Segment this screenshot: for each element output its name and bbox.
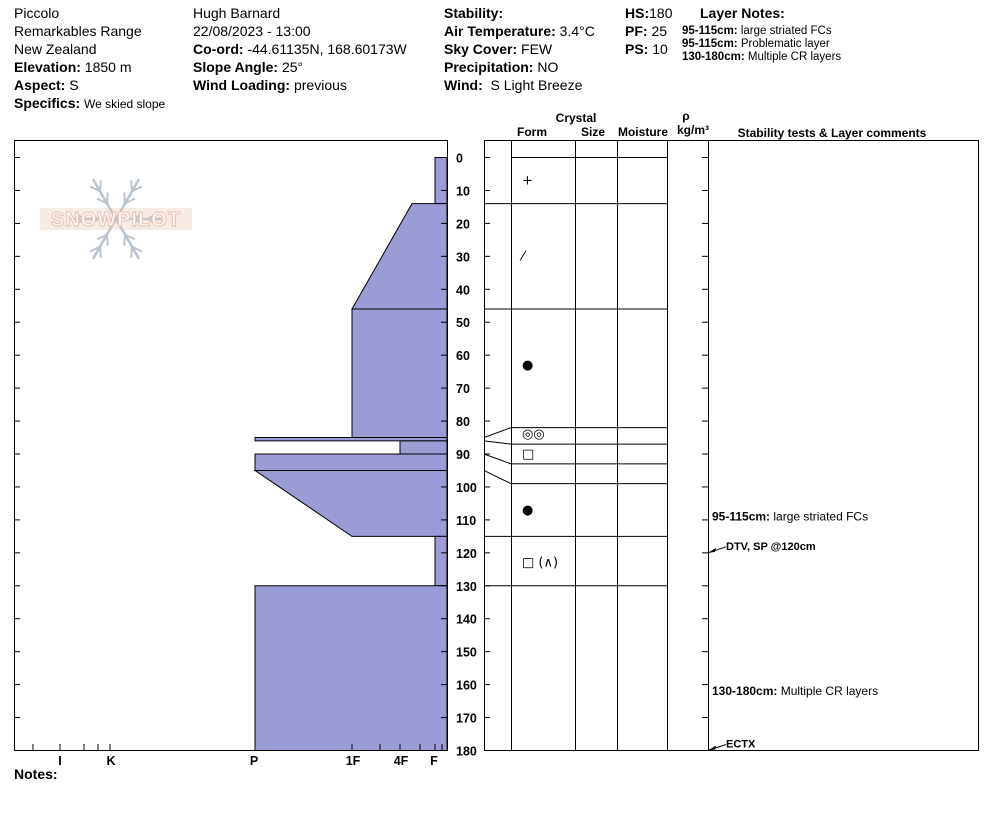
depth-label: 60 (456, 349, 470, 364)
depth-label: 10 (456, 184, 470, 199)
hardness-bar-7 (435, 536, 447, 585)
comment-arrowhead (708, 548, 716, 553)
comment-0 (712, 510, 868, 524)
layer-note-1-text: large striated FCs (740, 25, 832, 37)
hardness-bar-4 (400, 441, 447, 454)
column-comments: Stability tests & Layer comments (737, 126, 927, 140)
comment-range: 130-180cm: (712, 684, 781, 699)
comment-text: Multiple CR layers (780, 684, 879, 699)
column-moisture: Moisture (617, 125, 669, 139)
snowflake-branch (131, 180, 132, 191)
coord-label: Co-ord: (193, 41, 244, 57)
grain-form-6: □ (∧) (522, 555, 559, 571)
depth-label: 80 (456, 415, 470, 430)
aspect-value: S (69, 77, 79, 93)
column-density-unit: kg/m³ (676, 123, 710, 137)
comment-1: DTV, SP @120cm (726, 540, 816, 553)
aspect-label: Aspect: (14, 77, 66, 93)
depth-label: 50 (456, 316, 470, 331)
pf-label: PF: (625, 23, 648, 39)
specifics-value: We skied slope (84, 97, 166, 111)
depth-label: 20 (456, 217, 470, 232)
depth-label: 170 (456, 711, 477, 726)
hs-value: 180 (649, 5, 673, 21)
coord-value: -44.61135N, 168.60173W (247, 41, 407, 57)
snowflake-branch (124, 192, 125, 203)
snowpilot-logo (40, 179, 192, 259)
snowflake-branch (100, 180, 101, 191)
site-name: Piccolo (14, 5, 60, 21)
hardness-label-K: K (106, 754, 116, 768)
grain-form-1: ⁄ (522, 249, 525, 265)
column-crystal-title: Crystal (555, 111, 597, 125)
wind-loading-label: Wind Loading: (193, 77, 291, 93)
depth-label: 150 (456, 645, 477, 660)
hardness-bar-5 (255, 454, 447, 470)
column-rho: ρ (682, 109, 690, 123)
precip-label: Precipitation: (444, 59, 534, 75)
column-size: Size (580, 125, 606, 139)
date-time: 22/08/2023 - 13:00 (193, 23, 311, 39)
logo-text: SNOWPILOT (50, 209, 182, 231)
depth-label: 30 (456, 250, 470, 265)
column-form: Form (517, 125, 547, 139)
table-frame (485, 141, 979, 751)
ps-value: 10 (652, 41, 668, 57)
layer-notes-title-text: Layer Notes: (700, 5, 785, 21)
comment-3: ECTX (726, 738, 756, 751)
grain-form-0: + (522, 173, 533, 189)
snowflake-branch (100, 247, 101, 258)
layer-connector (484, 441, 511, 444)
grain-form-4: □ (522, 447, 535, 462)
wind-loading-value: previous (293, 77, 347, 93)
stability-label: Stability: (444, 5, 504, 21)
depth-label: 160 (456, 678, 477, 693)
sky-cover-value: FEW (521, 41, 553, 57)
depth-label: 180 (456, 744, 477, 759)
notes-label: Notes: (14, 766, 58, 782)
country-name: New Zealand (14, 41, 97, 57)
comment-arrowhead (708, 746, 716, 751)
layer-note-1-range: 95-115cm: (682, 25, 738, 37)
slope-label: Slope Angle: (193, 59, 279, 75)
depth-label: 70 (456, 382, 470, 397)
hs-label: HS: (625, 5, 650, 21)
hardness-bar-8 (255, 586, 447, 751)
observer-name: Hugh Barnard (193, 5, 281, 21)
hardness-bar-2 (352, 309, 447, 437)
layer-note-2-text: Problematic layer (740, 38, 830, 50)
range-name: Remarkables Range (14, 23, 142, 39)
air-temp-label: Air Temperature: (444, 23, 556, 39)
comment-range: 95-115cm: (712, 509, 774, 524)
grain-form-2: ● (522, 358, 534, 374)
layer-note-3-range: 130-180cm: (682, 51, 745, 63)
snowflake-branch (124, 235, 125, 246)
depth-label: 110 (456, 513, 477, 528)
wind-label: Wind: (444, 77, 483, 93)
snowflake-branch (107, 235, 108, 246)
depth-label: 100 (456, 480, 477, 495)
elevation-label: Elevation: (14, 59, 81, 75)
layer-connector (484, 454, 511, 464)
layer-note-3-text: Multiple CR layers (747, 51, 842, 63)
layer-connector (484, 428, 511, 438)
hardness-label-F: F (430, 754, 438, 768)
ps-label: PS: (625, 41, 649, 57)
depth-label: 120 (456, 546, 477, 561)
elevation-value: 1850 m (84, 59, 132, 75)
hardness-label-P: P (249, 754, 259, 768)
hardness-bar-6 (255, 470, 447, 536)
hardness-label-1F: 1F (345, 754, 361, 768)
layer-note-2-range: 95-115cm: (682, 38, 738, 50)
snowflake-branch (107, 192, 108, 203)
slope-value: 25° (281, 59, 304, 75)
layer-connector (484, 470, 511, 483)
hardness-label-4F: 4F (393, 754, 409, 768)
hardness-bar-0 (435, 158, 447, 204)
comment-2 (712, 684, 878, 698)
pf-value: 25 (651, 23, 668, 39)
depth-label: 0 (456, 151, 463, 166)
depth-label: 90 (456, 448, 470, 462)
wind-value: S Light Breeze (490, 77, 583, 93)
sky-cover-label: Sky Cover: (444, 41, 518, 57)
hardness-bar-1 (352, 204, 447, 309)
grain-form-5: ● (522, 503, 534, 519)
depth-label: 40 (456, 283, 470, 298)
hardness-label-I: I (58, 754, 62, 768)
snowflake-branch (131, 247, 132, 258)
air-temp-value: 3.4°C (559, 23, 595, 39)
specifics-label: Specifics: (14, 95, 81, 111)
grain-form-3: ◎◎ (522, 427, 545, 443)
depth-label: 140 (456, 612, 477, 627)
comment-text: large striated FCs (773, 509, 869, 524)
precip-value: NO (537, 59, 559, 75)
depth-label: 130 (456, 579, 477, 594)
